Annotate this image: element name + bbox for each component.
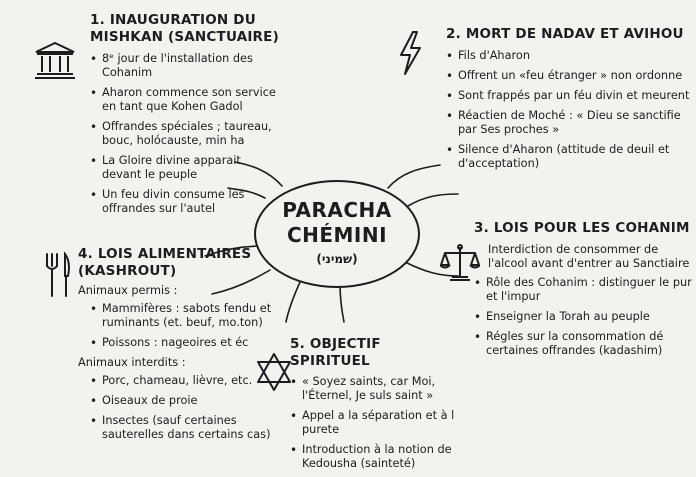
list-item: • 8ᵉ jour de l'installation des Cohanim bbox=[90, 52, 280, 80]
list-item: • « Soyez saints, car Moi, l'Éternel, Je suls saint » bbox=[290, 375, 460, 403]
star-of-david-icon bbox=[256, 352, 292, 392]
list-item: • Réactien de Moché : « Dieu se sanctifie par Ses proches » bbox=[446, 109, 691, 137]
permitted-list bbox=[90, 302, 276, 350]
list-item: • Introduction à la notion de Kedousha (sainteté) bbox=[290, 443, 460, 471]
forbidden-list bbox=[90, 374, 276, 442]
list-item: • La Gloire divine apparait devant le peuple bbox=[90, 154, 280, 182]
fork-knife-icon bbox=[44, 252, 72, 298]
lightning-icon bbox=[396, 30, 424, 76]
section-objectif-spirituel bbox=[290, 336, 460, 477]
list-item: • Silence d'Aharon (attitude de deuil et d'acceptation) bbox=[446, 143, 691, 171]
section-1-list bbox=[90, 52, 280, 216]
animaux-permis-label: Animaux permis : bbox=[78, 284, 178, 297]
section-1-title-line1: 1. INAUGURATION DU bbox=[90, 12, 256, 28]
list-item: • Offrandes spéciales ; taureau, bouc, holócauste, min ha bbox=[90, 120, 280, 148]
section-4-title-line1: 4. LOIS ALIMENTAIRES bbox=[78, 246, 252, 262]
center-title-line1: PARACHA bbox=[282, 198, 392, 222]
section-3-intro: Interdiction de consommer de l'alcool avant d'entrer au Sanctiaire bbox=[488, 243, 690, 270]
list-item: • Insectes (sauf certaines sauterelles dans certains cas) bbox=[90, 414, 276, 442]
section-2-title: 2. MORT DE NADAV ET AVIHOU bbox=[446, 26, 684, 42]
list-item: • Fils d'Aharon bbox=[446, 49, 691, 63]
list-item: • Un feu divin consume les offrandes sur l'autel bbox=[90, 188, 280, 216]
section-1-title-line2: MISHKAN (SANCTUAIRE) bbox=[90, 29, 279, 45]
section-5-list bbox=[290, 375, 460, 471]
list-item: • Rôle des Cohanim : distinguer le pur et l'impur bbox=[474, 276, 692, 304]
section-lois-cohanim bbox=[474, 220, 692, 364]
list-item: • Oiseaux de proie bbox=[90, 394, 276, 408]
list-item: • Régles sur la consommation dé certaines offrandes (kadashim) bbox=[474, 330, 692, 358]
section-5-title: 5. OBJECTIF SPIRITUEL bbox=[290, 336, 381, 369]
center-hebrew: (שמיני) bbox=[316, 252, 358, 266]
list-item: • Aharon commence son service en tant que Kohen Gadol bbox=[90, 86, 280, 114]
section-4-title-line2: (KASHROUT) bbox=[78, 263, 177, 279]
list-item: • Appel a la séparation et à l purete bbox=[290, 409, 460, 437]
list-item: • Enseigner la Torah au peuple bbox=[474, 310, 692, 324]
list-item: • Offrent un «feu étranger » non ordonne bbox=[446, 69, 691, 83]
list-item: • Mammifères : sabots fendu et ruminants (et. beuf, mo.ton) bbox=[90, 302, 276, 330]
list-item: • Poissons : nageoires et éc bbox=[90, 336, 276, 350]
section-2-list bbox=[446, 49, 691, 171]
section-lois-alimentaires bbox=[78, 246, 276, 448]
section-3-list bbox=[474, 276, 692, 358]
center-title-line2: CHÉMINI bbox=[286, 223, 388, 247]
temple-icon bbox=[33, 40, 77, 80]
section-3-title: 3. LOIS POUR LES COHANIM bbox=[474, 220, 690, 236]
section-mort-nadav-avihou bbox=[446, 26, 691, 177]
section-inauguration bbox=[90, 12, 280, 222]
list-item: • Sont frappés par un féu divin et meurent bbox=[446, 89, 691, 103]
list-item: • Porc, chameau, lièvre, etc. bbox=[90, 374, 276, 388]
animaux-interdits-label: Animaux interdits : bbox=[78, 356, 186, 369]
